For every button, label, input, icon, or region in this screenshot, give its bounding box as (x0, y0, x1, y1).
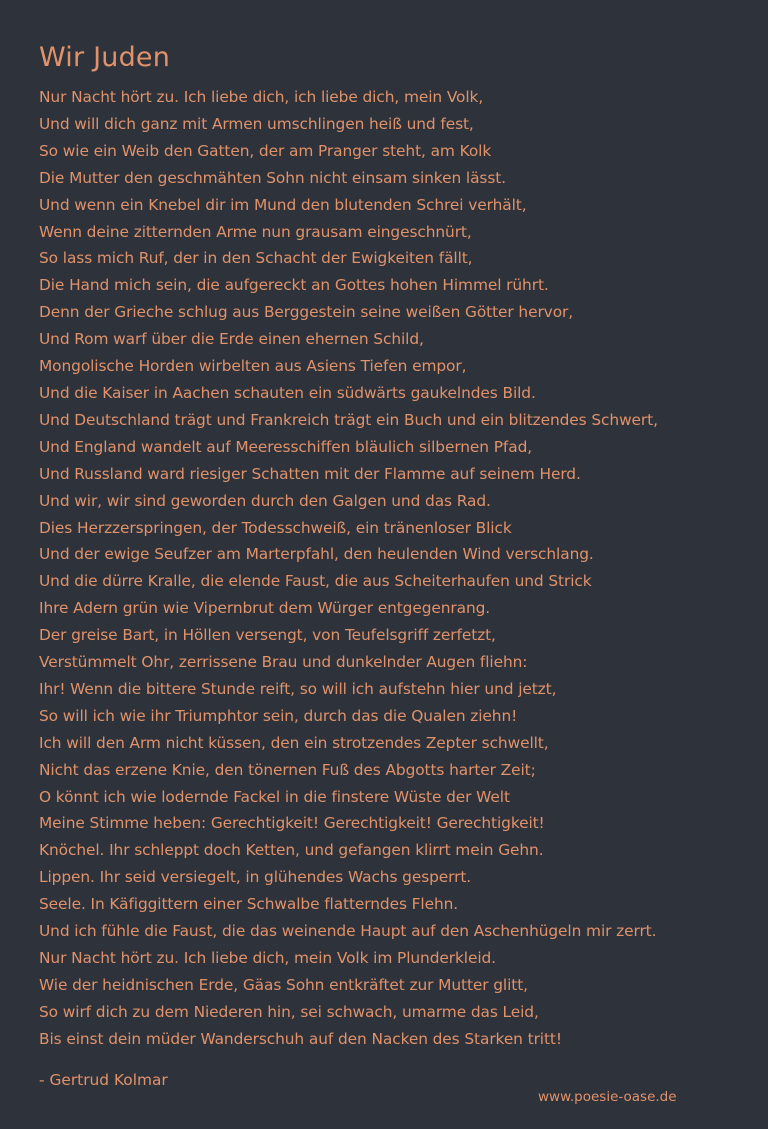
poem-line: Die Hand mich sein, die aufgereckt an Gottes hohen Himmel rührt. (39, 276, 549, 295)
poem-line: Wie der heidnischen Erde, Gäas Sohn entkräftet zur Mutter glitt, (39, 975, 528, 994)
poem-line: Nur Nacht hört zu. Ich liebe dich, ich liebe dich, mein Volk, (39, 88, 484, 106)
poem-line: Nur Nacht hört zu. Ich liebe dich, mein Volk im Plunderkleid. (39, 949, 496, 967)
poem-line: Knöchel. Ihr schleppt doch Ketten, und gefangen klirrt mein Gehn. (39, 841, 544, 860)
poem-line: Und Deutschland trägt und Frankreich trägt ein Buch und ein blitzendes Schwert, (39, 410, 658, 429)
poem-line: Lippen. Ihr seid versiegelt, in glühendes Wachs gesperrt. (39, 868, 472, 887)
poem-line: Mongolische Horden wirbelten aus Asiens Tiefen empor, (39, 357, 467, 376)
poem-line: Seele. In Käfiggittern einer Schwalbe flatterndes Flehn. (39, 895, 459, 914)
poem-line: Ihre Adern grün wie Vipernbrut dem Würger entgegenrang. (39, 599, 491, 618)
poem-line: Und Russland ward riesiger Schatten mit der Flamme auf seinem Herd. (39, 464, 581, 483)
poem-line: Nicht das erzene Knie, den tönernen Fuß des Abgotts harter Zeit; (39, 760, 536, 779)
poem-line: So lass mich Ruf, der in den Schacht der Ewigkeiten fällt, (39, 249, 473, 268)
poem-line: So wie ein Weib den Gatten, der am Pranger steht, am Kolk (39, 141, 492, 160)
poem-line: Und Rom warf über die Erde einen ehernen Schild, (39, 330, 424, 349)
poem-line: Und will dich ganz mit Armen umschlingen heiß und fest, (39, 114, 474, 133)
poem-line: Und ich fühle die Faust, die das weinende Haupt auf den Aschenhügeln mir zerrt. (39, 922, 657, 941)
poem-line: Und die dürre Kralle, die elende Faust, die aus Scheiterhaufen und Strick (39, 572, 592, 591)
poem-line: Denn der Grieche schlug aus Berggestein seine weißen Götter hervor, (39, 303, 574, 322)
poem-line: Meine Stimme heben: Gerechtigkeit! Gerechtigkeit! Gerechtigkeit! (39, 814, 545, 833)
poem-line: Bis einst dein müder Wanderschuh auf den Nacken des Starken tritt! (39, 1029, 562, 1048)
poem-title: Wir Juden (39, 42, 171, 73)
poem-line: Ihr! Wenn die bittere Stunde reift, so will ich aufstehn hier und jetzt, (39, 679, 557, 698)
poem-line: Und England wandelt auf Meeresschiffen bläulich silbernen Pfad, (39, 437, 533, 456)
poem-author: - Gertrud Kolmar (39, 1071, 168, 1089)
poem-line: Und wenn ein Knebel dir im Mund den blutenden Schrei verhält, (39, 195, 527, 214)
poem-line: Dies Herzzerspringen, der Todesschweiß, ein tränenloser Blick (39, 518, 512, 537)
poem-line: Und der ewige Seufzer am Marterpfahl, den heulenden Wind verschlang. (39, 545, 594, 564)
poem-line: Die Mutter den geschmähten Sohn nicht einsam sinken lässt. (39, 168, 506, 187)
poem-line: So will ich wie ihr Triumphtor sein, durch das die Qualen ziehn! (39, 706, 518, 725)
poem-line: Ich will den Arm nicht küssen, den ein strotzendes Zepter schwellt, (39, 733, 549, 752)
poem-line: Verstümmelt Ohr, zerrissene Brau und dunkelnder Augen fliehn: (39, 653, 528, 672)
poem-line: Der greise Bart, in Höllen versengt, von Teufelsgriff zerfetzt, (39, 626, 496, 645)
poem-lines (39, 84, 751, 1053)
poem-container (39, 40, 751, 1053)
poem-line: Wenn deine zitternden Arme nun grausam eingeschnürt, (39, 222, 472, 241)
poem-line: Und wir, wir sind geworden durch den Galgen und das Rad. (39, 491, 491, 510)
poem-line: Und die Kaiser in Aachen schauten ein südwärts gaukelndes Bild. (39, 383, 536, 402)
website-link[interactable]: www.poesie-oase.de (538, 1089, 677, 1105)
poem-line: O könnt ich wie lodernde Fackel in die finstere Wüste der Welt (39, 787, 510, 806)
poem-line: So wirf dich zu dem Niederen hin, sei schwach, umarme das Leid, (39, 1002, 539, 1021)
